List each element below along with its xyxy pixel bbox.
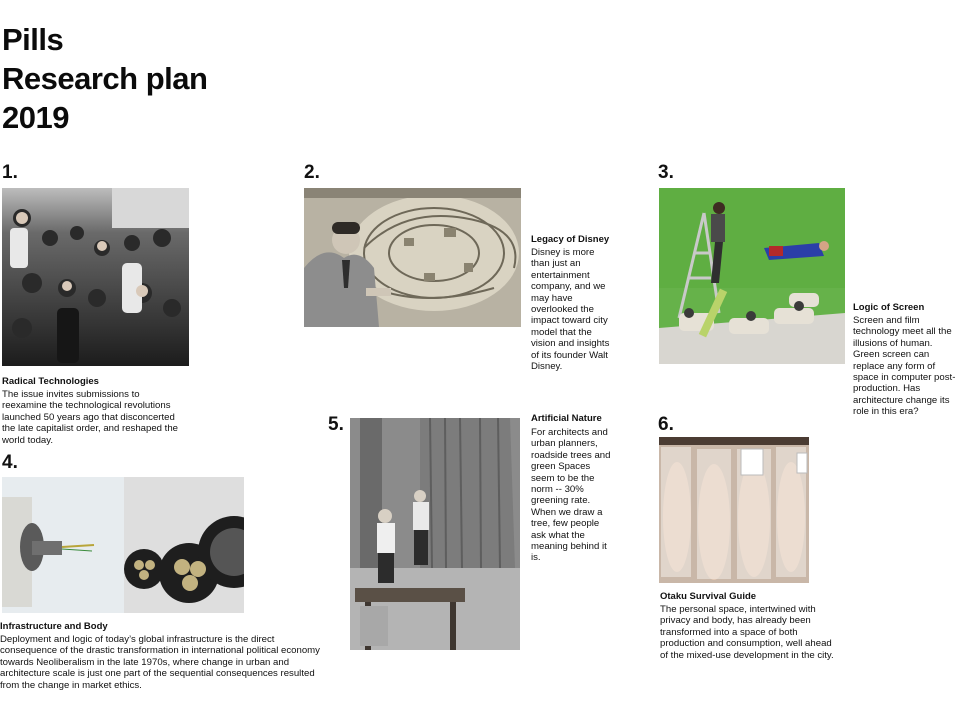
project-5-photo bbox=[350, 418, 520, 650]
project-6-title: Otaku Survival Guide bbox=[660, 591, 757, 602]
project-1-description: The issue invites submissions to reexamine the technological revolutions launched 50 years ago that disconcerted the late capitalist order, and reshaped the world today. bbox=[2, 389, 179, 446]
project-5-number: 5. bbox=[328, 414, 344, 435]
project-3-number: 3. bbox=[658, 162, 674, 183]
title-line-pills: Pills bbox=[2, 22, 64, 57]
project-1-photo bbox=[2, 188, 189, 366]
project-4-description: Deployment and logic of today’s global infrastructure is the direct consequence of the drastic transformation in international political economy towards Neoliberalism in the late 1970s, where change in urban and architecture scale is just one part of the sequential consequences resulted from the change in market ethics. bbox=[0, 634, 320, 691]
project-5-description: For architects and urban planners, roadside trees and green Spaces seem to be the norm -- 30% greening rate. When we draw a tree, few people ask what the meaning behind it is. bbox=[531, 427, 611, 564]
project-3-description: Screen and film technology meet all the illusions of human. Green screen can replace any form of space in computer post-production. Has architecture change its role in this era? bbox=[853, 315, 956, 418]
project-2-title: Legacy of Disney bbox=[531, 234, 610, 245]
project-6-number: 6. bbox=[658, 414, 674, 435]
project-4-photo bbox=[2, 477, 244, 613]
project-2-description: Disney is more than just an entertainment company, and we may have overlooked the impact toward city model that the vision and insights of its founder Walt Disney. bbox=[531, 247, 610, 373]
project-3-photo bbox=[659, 188, 845, 364]
project-4-number: 4. bbox=[2, 452, 18, 473]
project-1-title: Radical Technologies bbox=[2, 376, 99, 387]
title-line-year: 2019 bbox=[2, 100, 69, 135]
project-1-number: 1. bbox=[2, 162, 18, 183]
project-4-title: Infrastructure and Body bbox=[0, 621, 108, 632]
project-3-title: Logic of Screen bbox=[853, 302, 925, 313]
project-2-photo bbox=[304, 188, 521, 327]
page-title bbox=[2, 20, 207, 137]
title-line-research-plan: Research plan bbox=[2, 61, 208, 96]
project-6-photo bbox=[659, 437, 809, 583]
project-2-number: 2. bbox=[304, 162, 320, 183]
project-5-title: Artificial Nature bbox=[531, 413, 602, 424]
project-6-description: The personal space, intertwined with privacy and body, has already been transformed into a space of both production and consumption, well ahead of the mixed-use development in the city. bbox=[660, 604, 834, 661]
